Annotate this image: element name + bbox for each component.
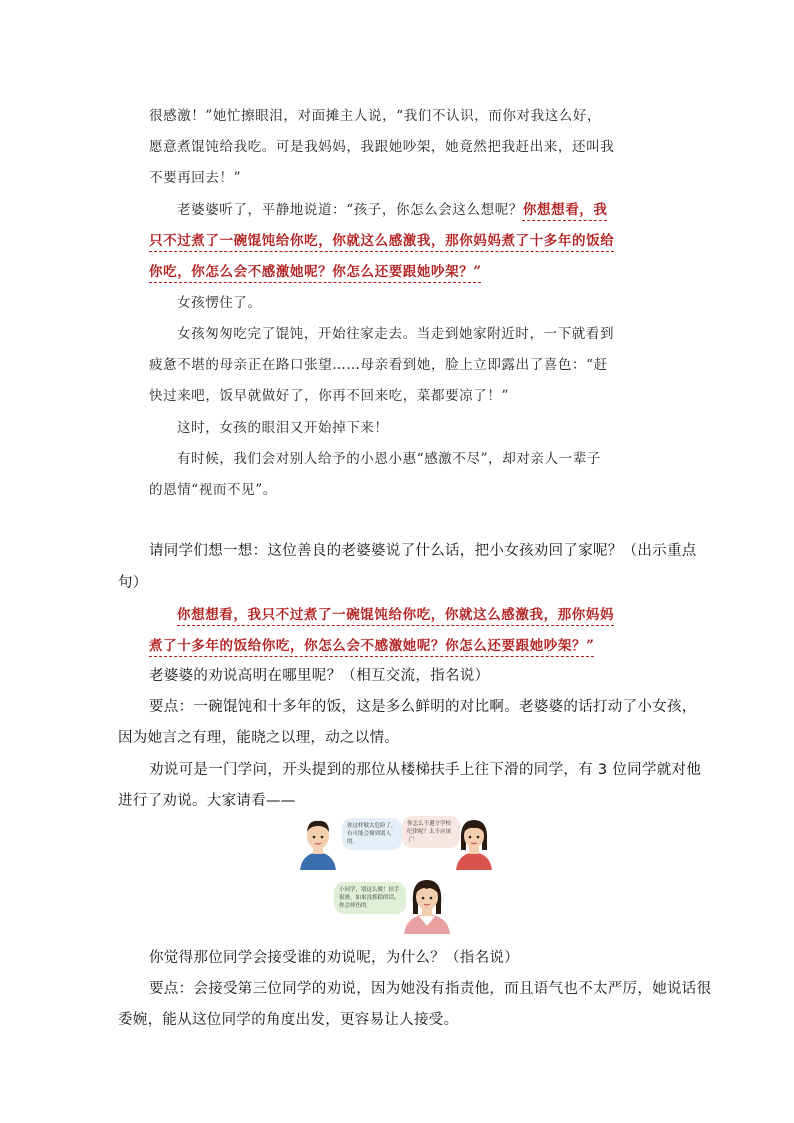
girl-student-icon — [452, 814, 496, 870]
old-lady-quote-line-3: 你吃，你怎么会不感激她呢？你怎么还要跟她吵架？” — [149, 264, 482, 280]
answer-line-2: 委婉，能从这位同学的角度出发，更容易让人接受。 — [118, 1012, 459, 1028]
return-line-3: 快过来吧，饭早就做好了，你再不回来吃，菜都要凉了！” — [149, 388, 510, 404]
answer-line-1: 要点：会接受第三位同学的劝说，因为她没有指责他，而且语气也不太严厉，她说话很 — [149, 981, 712, 997]
speech-bubble-1: 你这样做太危险了，有可能会撞到别人的。 — [342, 818, 402, 850]
speech-bubble-2: 你怎么不遵守学校纪律呢？太不应该了！ — [402, 816, 460, 848]
why-question: 老婆婆的劝说高明在哪里呢？（相互交流，指名说） — [149, 668, 490, 684]
story-line-2: 愿意煮馄饨给我吃。可是我妈妈，我跟她吵架，她竟然把我赶出来，还叫我 — [149, 139, 615, 155]
return-line-2: 疲惫不堪的母亲正在路口张望……母亲看到她，脸上立即露出了喜色：“赶 — [149, 357, 608, 373]
key-sentence-line-2: 煮了十多年的饭给你吃，你怎么会不感激她呢？你怎么还要跟她吵架？” — [149, 638, 595, 654]
old-lady-paragraph — [177, 198, 608, 218]
tears-line: 这时，女孩的眼泪又开始掉下来！ — [177, 420, 389, 436]
old-lady-quote-start: 你想想看，我 — [522, 202, 608, 218]
illustration-three-students — [292, 814, 504, 934]
persuade-line-1: 劝说可是一门学问，开头提到的那位从楼梯扶手上往下滑的同学，有 3 位同学就对他 — [149, 762, 702, 778]
moral-line-2: 的恩情“视而不见”。 — [149, 482, 277, 498]
old-lady-intro: 老婆婆听了，平静地说道：“孩子，你怎么会这么想呢？ — [177, 202, 523, 218]
story-line-1: 很感激！”她忙擦眼泪，对面摊主人说，“我们不认识，而你对我这么好， — [149, 108, 602, 124]
point-line-1: 要点：一碗馄饨和十多年的饭，这是多么鲜明的对比啊。老婆婆的话打动了小女孩， — [149, 699, 697, 715]
question-line-2: 句） — [118, 575, 148, 591]
question-line-1: 请同学们想一想：这位善良的老婆婆说了什么话，把小女孩劝回了家呢？（出示重点 — [149, 543, 697, 559]
boy-student-icon — [296, 814, 340, 870]
moral-line-1: 有时候，我们会对别人给予的小恩小惠“感激不尽”，却对亲人一辈子 — [177, 451, 601, 467]
accept-question: 你觉得那位同学会接受谁的劝说呢，为什么？（指名说） — [149, 950, 519, 966]
key-sentence-line-1: 你想想看，我只不过煮了一碗馄饨给你吃，你就这么感激我，那你妈妈 — [177, 607, 615, 623]
story-line-3: 不要再回去！” — [149, 170, 242, 186]
persuade-line-2: 进行了劝说。大家请看—— — [118, 793, 296, 809]
third-student-icon — [400, 874, 454, 934]
stunned-line: 女孩愣住了。 — [177, 295, 262, 311]
speech-bubble-3: 小同学，别这么做！扶手很滑，如果没抓稳的话，你会摔伤的。 — [334, 882, 406, 914]
old-lady-quote-line-2: 只不过煮了一碗馄饨给你吃，你就这么感激我，那你妈妈煮了十多年的饭给 — [149, 233, 615, 249]
return-line-1: 女孩匆匆吃完了馄饨，开始往家走去。当走到她家附近时，一下就看到 — [177, 326, 615, 342]
point-line-2: 因为她言之有理，能晓之以理，动之以情。 — [118, 730, 400, 746]
